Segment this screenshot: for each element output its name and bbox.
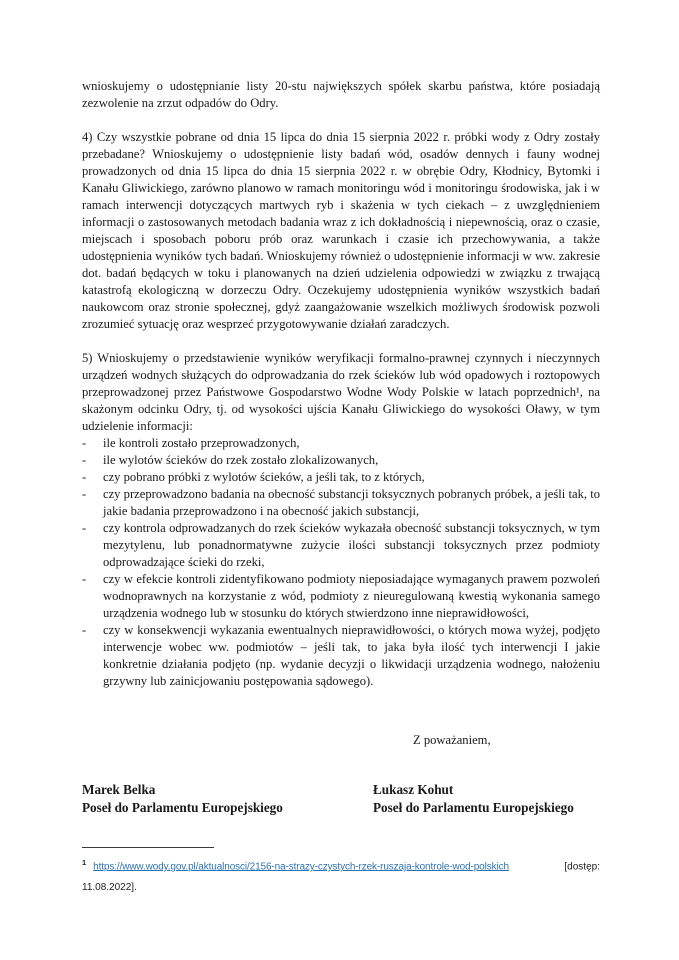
paragraph-point-4: 4) Czy wszystkie pobrane od dnia 15 lipca do dnia 15 sierpnia 2022 r. próbki wody z Odry zostały przebadane? Wnioskujemy o udostępnienie listy badań wód, osadów dennych i fauny wodnej prowadzonych od dnia 15 lipca do dnia 15 sierpnia 2022 r. w obrębie Odry, Kłodnicy, Bytomki i Kanału Gliwickiego, zarówno planowo w ramach monitoringu wód i monitoringu środowiska, jak i w ramach interwencji dotyczących martwych ryb i skażenia w tych ciekach – z uwzględnieniem informacji o zastosowanych metodach badania wraz z ich dokładnością i niepewnością, oraz o czasie, miejscach i sposobach poboru prób oraz warunkach i czasie ich przechowywania, a także udostępnienia wyników tych badań. Wnioskujemy również o udostępnienie informacji w ww. zakresie dot. badań będących w toku i planowanych na dzień udzielenia odpowiedzi w związku z trwającą katastrofą ekologiczną w dorzeczu Odry. Oczekujemy udostępnienia wyników wszystkich badań naukowcom oraz stronie społecznej, gdyż zaangażowanie wszelkich możliwych środowisk pozwoli zrozumieć sytuację oraz wesprzeć przygotowywanie działań zaradczych. bbox=[82, 130, 600, 331]
bullet-dash: - bbox=[82, 487, 87, 501]
list-item-text: czy w efekcie kontroli zidentyfikowano podmioty nieposiadające wymaganych prawem pozwoleń wodnoprawnych na korzystanie z wód, podmioty z nieuregulowaną kwestią wykonania samego urządzenia wodnego lub w stosunku do których stwierdzono inne nieprawidłowości, bbox=[103, 572, 600, 620]
list-item-text: ile wylotów ścieków do rzek zostało zlokalizowanych, bbox=[103, 453, 379, 467]
signature-marek-belka bbox=[82, 781, 373, 817]
signature-block bbox=[82, 781, 600, 817]
bullet-dash: - bbox=[82, 623, 87, 637]
list-item-text: czy kontrola odprowadzanych do rzek ścieków wykazała obecność substancji toksycznych, w tym mezytylenu, lub ponadnormatywne zużycie ilości substancji toksycznych przez podmioty odprowadzające ścieki do rzeki, bbox=[103, 521, 600, 569]
list-item bbox=[82, 469, 600, 486]
bullet-dash: - bbox=[82, 572, 87, 586]
signatory-title: Poseł do Parlamentu Europejskiego bbox=[373, 800, 574, 815]
list-item bbox=[82, 452, 600, 469]
list-item-text: czy w konsekwencji wykazania ewentualnych nieprawidłowości, o których mowa wyżej, podjęto interwencje wobec ww. podmiotów – jeśli tak, to jaka była ilość tych interwencji I jakie konkretnie działania podjęto (np. wydanie decyzji o likwidacji urządzenia wodnego, nałożeniu grzywny lub zainicjowaniu postępowania sądowego). bbox=[103, 623, 600, 688]
paragraph-intro: wnioskujemy o udostępnianie listy 20-stu największych spółek skarbu państwa, które posiadają zezwolenie na zrzut odpadów do Odry. bbox=[82, 79, 600, 110]
list-item bbox=[82, 571, 600, 622]
footnote-separator bbox=[82, 847, 214, 848]
signature-lukasz-kohut bbox=[373, 781, 600, 817]
bullet-dash: - bbox=[82, 470, 87, 484]
paragraph-point-5: 5) Wnioskujemy o przedstawienie wyników weryfikacji formalno-prawnej czynnych i nieczynnych urządzeń wodnych służących do odprowadzania do rzek ścieków lub wód opadowych i roztopowych przeprowadzonej przez Państwowe Gospodarstwo Wodne Wody Polskie w latach poprzednich¹, na skażonym odcinku Odry, tj. od wysokości ujścia Kanału Gliwickiego do wysokości Oławy, w tym udzielenie informacji: bbox=[82, 351, 600, 433]
list-item bbox=[82, 520, 600, 571]
bullet-dash: - bbox=[82, 453, 87, 467]
list-item-text: czy pobrano próbki z wylotów ścieków, a jeśli tak, to z których, bbox=[103, 470, 425, 484]
footnote bbox=[82, 852, 600, 898]
footnote-link[interactable]: https://www.wody.gov.pl/aktualnosci/2156-na-strazy-czystych-rzek-ruszaja-kontrole-wod-polskich bbox=[93, 861, 509, 873]
footnote-access-date: [dostęp: 11.08.2022]. bbox=[82, 861, 600, 894]
bullet-dash: - bbox=[82, 436, 87, 450]
list-item-text: czy przeprowadzono badania na obecność substancji toksycznych pobranych próbek, a jeśli tak, to jakie badania przeprowadzono i na obecność jakich substancji, bbox=[103, 487, 600, 518]
closing-salutation: Z poważaniem, bbox=[413, 733, 491, 747]
list-item bbox=[82, 486, 600, 520]
bullet-list bbox=[82, 435, 600, 690]
bullet-dash: - bbox=[82, 521, 87, 535]
signatory-name: Marek Belka bbox=[82, 782, 156, 797]
footnote-marker: 1 bbox=[82, 858, 87, 867]
signatory-title: Poseł do Parlamentu Europejskiego bbox=[82, 800, 283, 815]
list-item bbox=[82, 435, 600, 452]
list-item-text: ile kontroli zostało przeprowadzonych, bbox=[103, 436, 300, 450]
signatory-name: Łukasz Kohut bbox=[373, 782, 454, 797]
list-item bbox=[82, 622, 600, 690]
